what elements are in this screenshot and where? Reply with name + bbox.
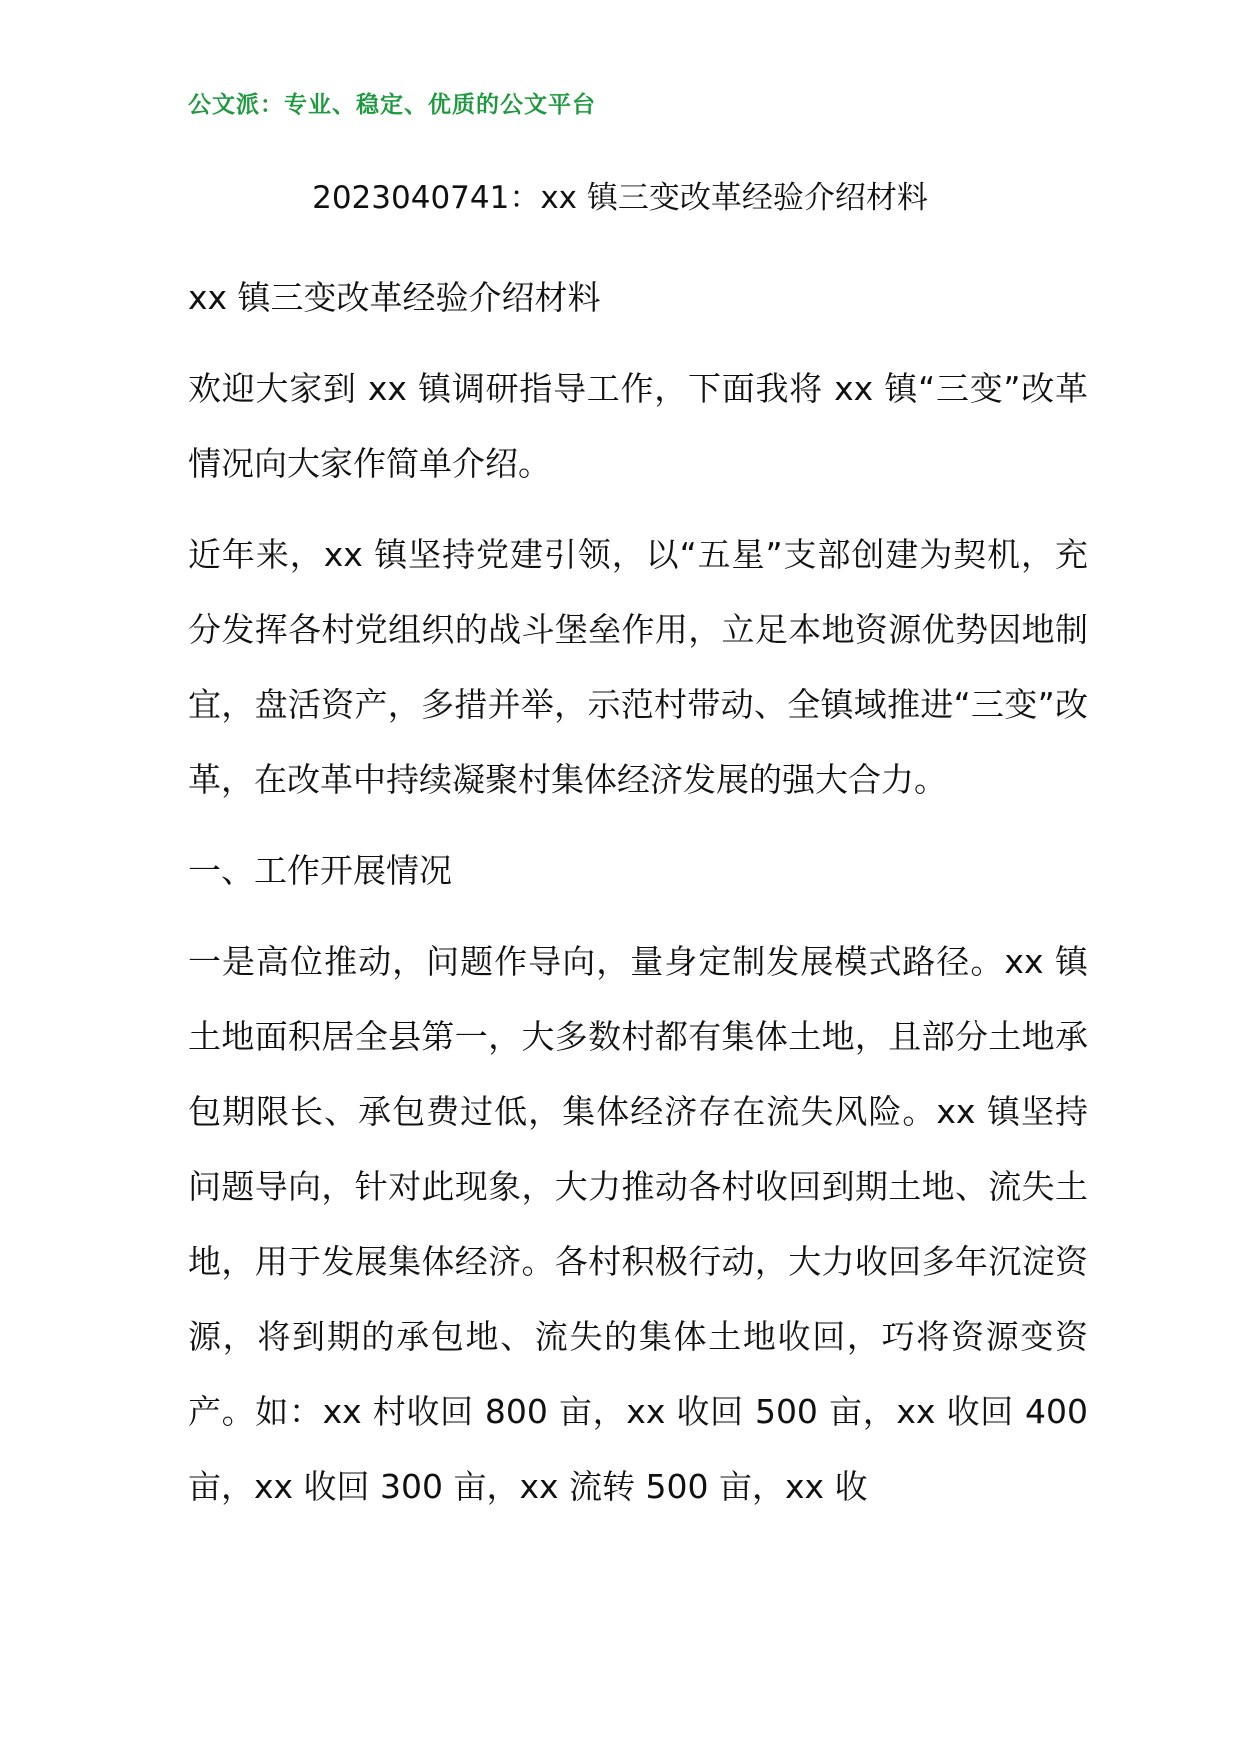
section-heading: 一、工作开展情况 [188, 851, 452, 890]
subtitle-paragraph: xx 镇三变改革经验介绍材料 [188, 278, 601, 317]
body-paragraph: 一是高位推动，问题作导向，量身定制发展模式路径。xx 镇土地面积居全县第一，大多数村都有集体土地，且部分土地承包期限长、承包费过低，集体经济存在流失风险。xx 镇坚持问题导向，针对此现象，大力推动各村收回到期土地、流失土地，用于发展集体经济。各村积极行动，大力收回多年沉淀资源，将到期的承包地、流失的集体土地收回，巧将资源变资产。如：xx 村收回 800 亩，xx 收回 500 亩，xx 收回 400 亩，xx 收回 300 亩，xx 流转 500 亩，xx 收 [188, 942, 1088, 1506]
intro-paragraph: 欢迎大家到 xx 镇调研指导工作，下面我将 xx 镇“三变”改革情况向大家作简单介绍。 [188, 369, 1088, 483]
document-body [188, 260, 1088, 1540]
document-title: 2023040741：xx 镇三变改革经验介绍材料 [312, 180, 928, 216]
overview-paragraph: 近年来，xx 镇坚持党建引领，以“五星”支部创建为契机，充分发挥各村党组织的战斗堡垒作用，立足本地资源优势因地制宜，盘活资产，多措并举，示范村带动、全镇域推进“三变”改革，在改革中持续凝聚村集体经济发展的强大合力。 [188, 535, 1088, 799]
brand-header: 公文派：专业、稳定、优质的公文平台 [188, 92, 596, 118]
